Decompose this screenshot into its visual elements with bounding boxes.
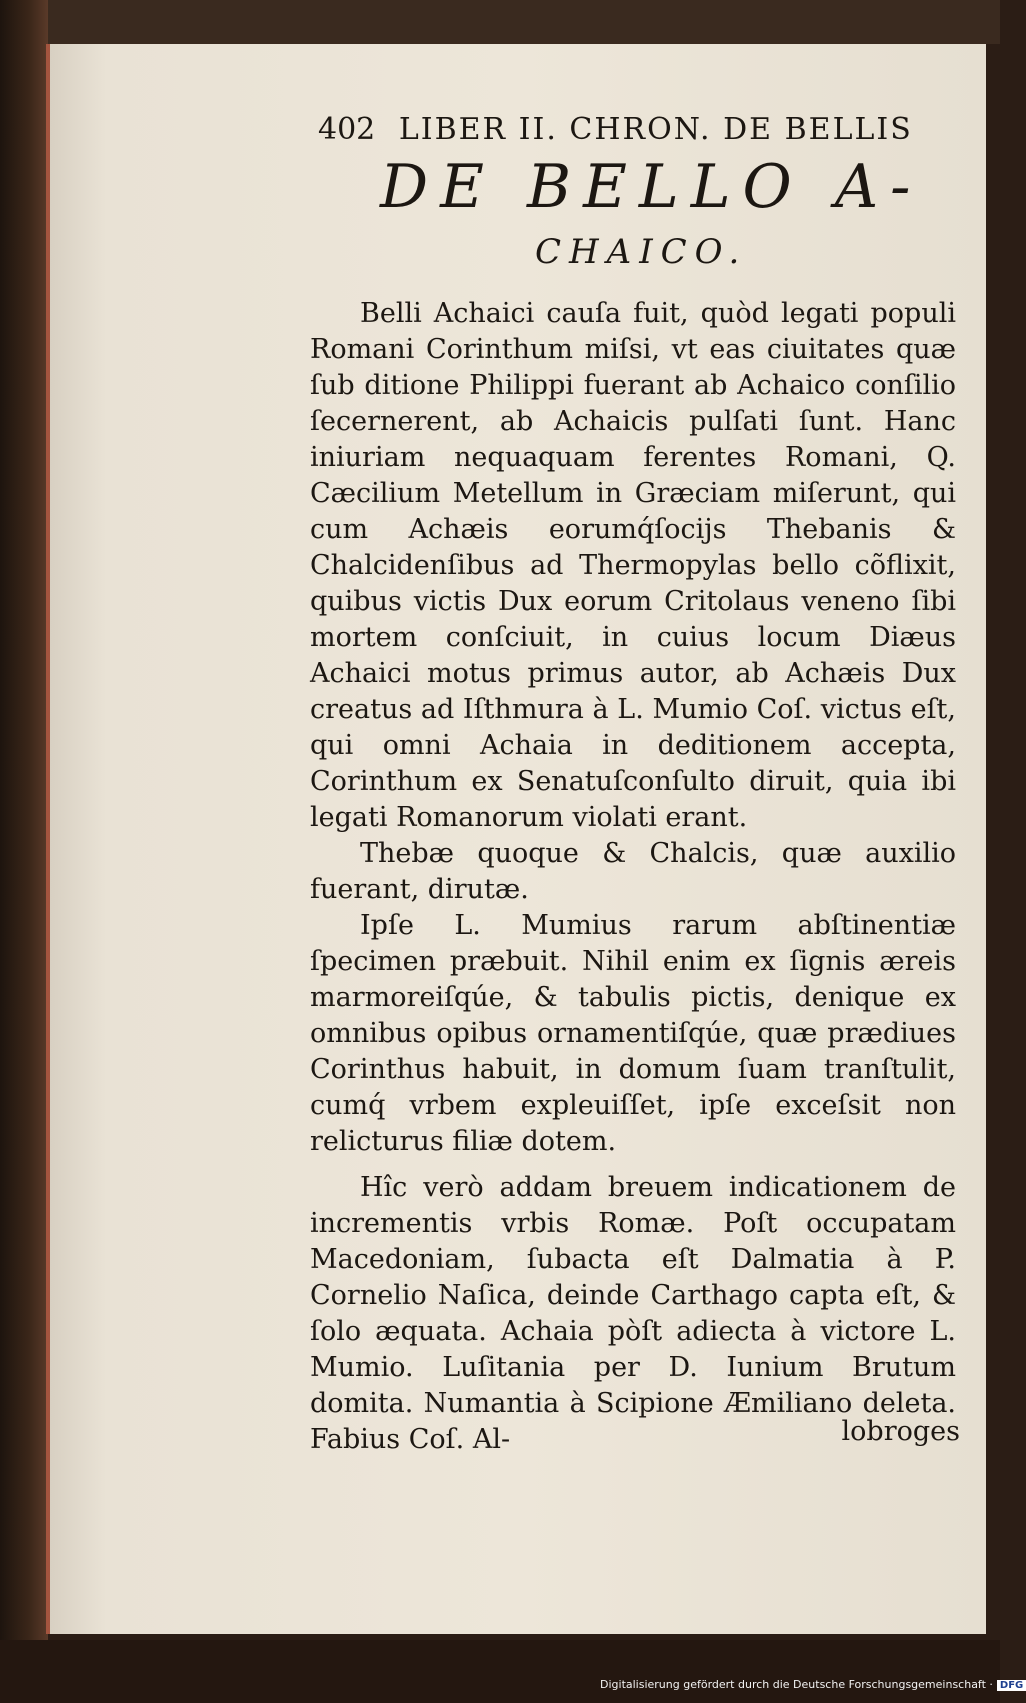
catchword: lobroges bbox=[841, 1416, 960, 1447]
body-text bbox=[310, 296, 956, 1458]
paragraph: Thebæ quoque & Chalcis, quæ auxilio fuerant, dirutæ. bbox=[310, 838, 956, 905]
chapter-title-line-1: DE BELLO A- bbox=[380, 152, 923, 222]
paragraph: Belli Achaici cauſa fuit, quòd legati populi Romani Corinthum miſsi, vt eas ciuitates quæ ſub ditione Philippi fuerant ab Achaico conſilio ſecernerent, ab Achaicis pulſati ſunt. Hanc iniuriam nequaquam ferentes Romani, Q. Cæcilium Metellum in Græciam miſerunt, qui cum Achæis eorumq́ſocijs Thebanis & Chalcidenſibus ad Thermopylas bello cõflixit, quibus victis Dux eorum Critolaus veneno ſibi mortem conſciuit, in cuius locum Diæus Achaici motus primus autor, ab Achæis Dux creatus ad Iſthmura à L. Mumio Coſ. victus eſt, qui omni Achaia in deditionem accepta, Corinthum ex Senatuſconſulto diruit, quia ibi legati Romanorum violati erant. bbox=[310, 298, 956, 833]
paragraph: Hîc verò addam breuem indicationem de incrementis vrbis Romæ. Poſt occupatam Macedoniam, ſubacta eſt Dalmatia à P. Cornelio Naſica, deinde Carthago capta eſt, & ſolo æquata. Achaia pòſt adiecta à victore L. Mumio. Luſitania per D. Iunium Brutum domita. Numantia à Scipione Æmiliano deleta. Fabius Coſ. Al- bbox=[310, 1172, 956, 1455]
paragraph: Ipſe L. Mumius rarum abſtinentiæ ſpecimen præbuit. Nihil enim ex ſignis æreis marmoreiſqúe, & tabulis pictis, denique ex omnibus opibus ornamentiſqúe, quæ prædiues Corinthus habuit, in domum ſuam tranſtulit, cumq́ vrbem expleuiſſet, ipſe exceſsit non relicturus filiæ dotem. bbox=[310, 910, 956, 1157]
chapter-title-line-2: CHAICO. bbox=[535, 232, 748, 272]
scan-background-bottom bbox=[0, 1640, 1000, 1703]
funding-credit: Digitalisierung gefördert durch die Deutsche Forschungsgemeinschaft · bbox=[600, 1678, 993, 1691]
dfg-logo: DFG bbox=[997, 1680, 1026, 1691]
running-head-title: LIBER II. CHRON. DE BELLIS bbox=[398, 112, 913, 147]
book-spine-edge bbox=[0, 0, 48, 1703]
digitization-footer bbox=[600, 1678, 1024, 1691]
running-header bbox=[318, 112, 918, 147]
page-number: 402 bbox=[318, 112, 376, 147]
scan-background-top bbox=[0, 0, 1000, 44]
